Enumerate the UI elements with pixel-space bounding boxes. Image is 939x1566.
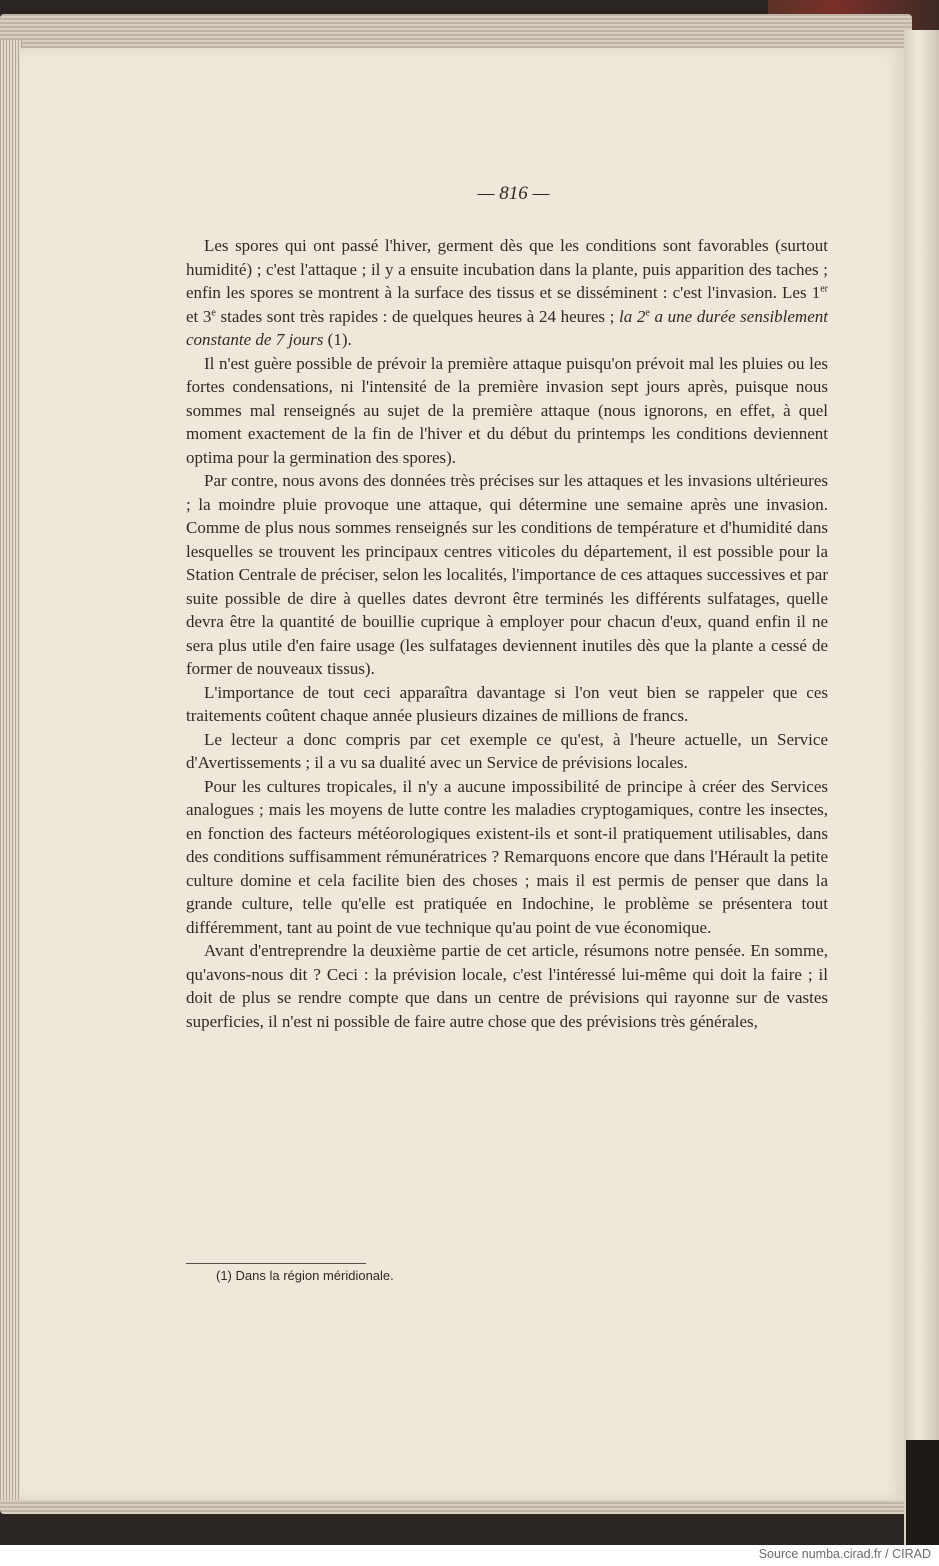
- right-page-stack: [904, 30, 939, 1545]
- paragraph: [186, 234, 828, 352]
- left-page-stack: [0, 40, 22, 1500]
- paragraph: Par contre, nous avons des données très précises sur les attaques et les invasions ultérieures ; la moindre pluie provoque une attaque, qui détermine une semaine après une invasion. Comme de plus nous sommes renseignés sur les conditions de température et d'humidité dans lesquelles se trouvent les principaux centres viticoles du département, il est possible pour la Station Centrale de préciser, selon les localités, l'importance de ces attaques successives et par suite possible de dire à quelles dates devront être terminés les différents sulfatages, quelle devra être la quantité de bouillie cuprique à employer pour chacun d'eux, quand enfin il ne sera plus utile d'en faire usage (les sulfatages deviennent inutiles dès que la plante a cessé de former de nouveaux tissus).: [186, 471, 828, 678]
- footnote-divider: [186, 1263, 366, 1264]
- text-run: (1).: [323, 330, 352, 349]
- paragraph: Avant d'entreprendre la deuxième partie de cet article, résumons notre pensée. En somme, qu'avons-nous dit ? Ceci : la prévision locale, c'est l'intéressé lui-même qui doit la faire ; il doit de plus se rendre compte que dans un centre de prévisions qui rayonne sur de vastes superficies, il n'est ni possible de faire autre chose que des prévisions très générales,: [186, 941, 828, 1031]
- paragraph: Le lecteur a donc compris par cet exemple ce qu'est, à l'heure actuelle, un Service d'Avertissements ; il a vu sa dualité avec un Service de prévisions locales.: [186, 729, 828, 772]
- italic-run: a une durée sensiblement constante de 7 jours: [186, 306, 828, 349]
- superscript: e: [211, 306, 216, 318]
- paragraph: Il n'est guère possible de prévoir la première attaque puisqu'on prévoit mal les pluies ou les fortes condensations, ni l'intensité de la première invasion sept jours après, puisque nous sommes mal renseignés au sujet de la première attaque (nous ignorons, en effet, à quel moment exactement de la fin de l'hiver et du début du printemps les conditions deviennent optima pour la germination des spores).: [186, 353, 828, 467]
- text-run: Les spores qui ont passé l'hiver, germent dès que les conditions sont favorables (surtout humidité) ; c'est l'attaque ; il y a ensuite incubation dans la plante, puis apparition des taches ; enfin les spores se montrent à la surface des tissus et se disséminent : c'est l'invasion. Les 1: [186, 236, 828, 302]
- text-run: et 3: [186, 306, 212, 326]
- source-credit: Source numba.cirad.fr / CIRAD: [758, 1547, 931, 1561]
- footnote: (1) Dans la région méridionale.: [216, 1268, 394, 1283]
- italic-run: la 2: [619, 306, 646, 326]
- paragraph: L'importance de tout ceci apparaîtra davantage si l'on veut bien se rappeler que ces traitements coûtent chaque année plusieurs dizaines de millions de francs.: [186, 682, 828, 725]
- superscript: e: [645, 306, 650, 318]
- text-run: stades sont très rapides : de quelques heures à 24 heures ;: [215, 306, 619, 326]
- body-text: [186, 234, 828, 1033]
- book-cover-edge: [906, 1440, 939, 1545]
- paragraph: Pour les cultures tropicales, il n'y a aucune impossibilité de principe à créer des Services analogues ; mais les moyens de lutte contre les maladies cryptogamiques, contre les insectes, en fonction des facteurs météorologiques existent-ils et sont-il pratiquement utilisables, dans des conditions suffisamment rémunératrices ? Remarquons encore que dans l'Hérault la petite culture domine et cela facilite bien des choses ; mais il est permis de penser que dans la grande culture, telle qu'elle est pratiquée en Indochine, le problème se présentera tout différemment, tant au point de vue technique qu'au point de vue économique.: [186, 776, 828, 937]
- superscript: er: [820, 283, 828, 295]
- page-number: — 816 —: [477, 183, 550, 204]
